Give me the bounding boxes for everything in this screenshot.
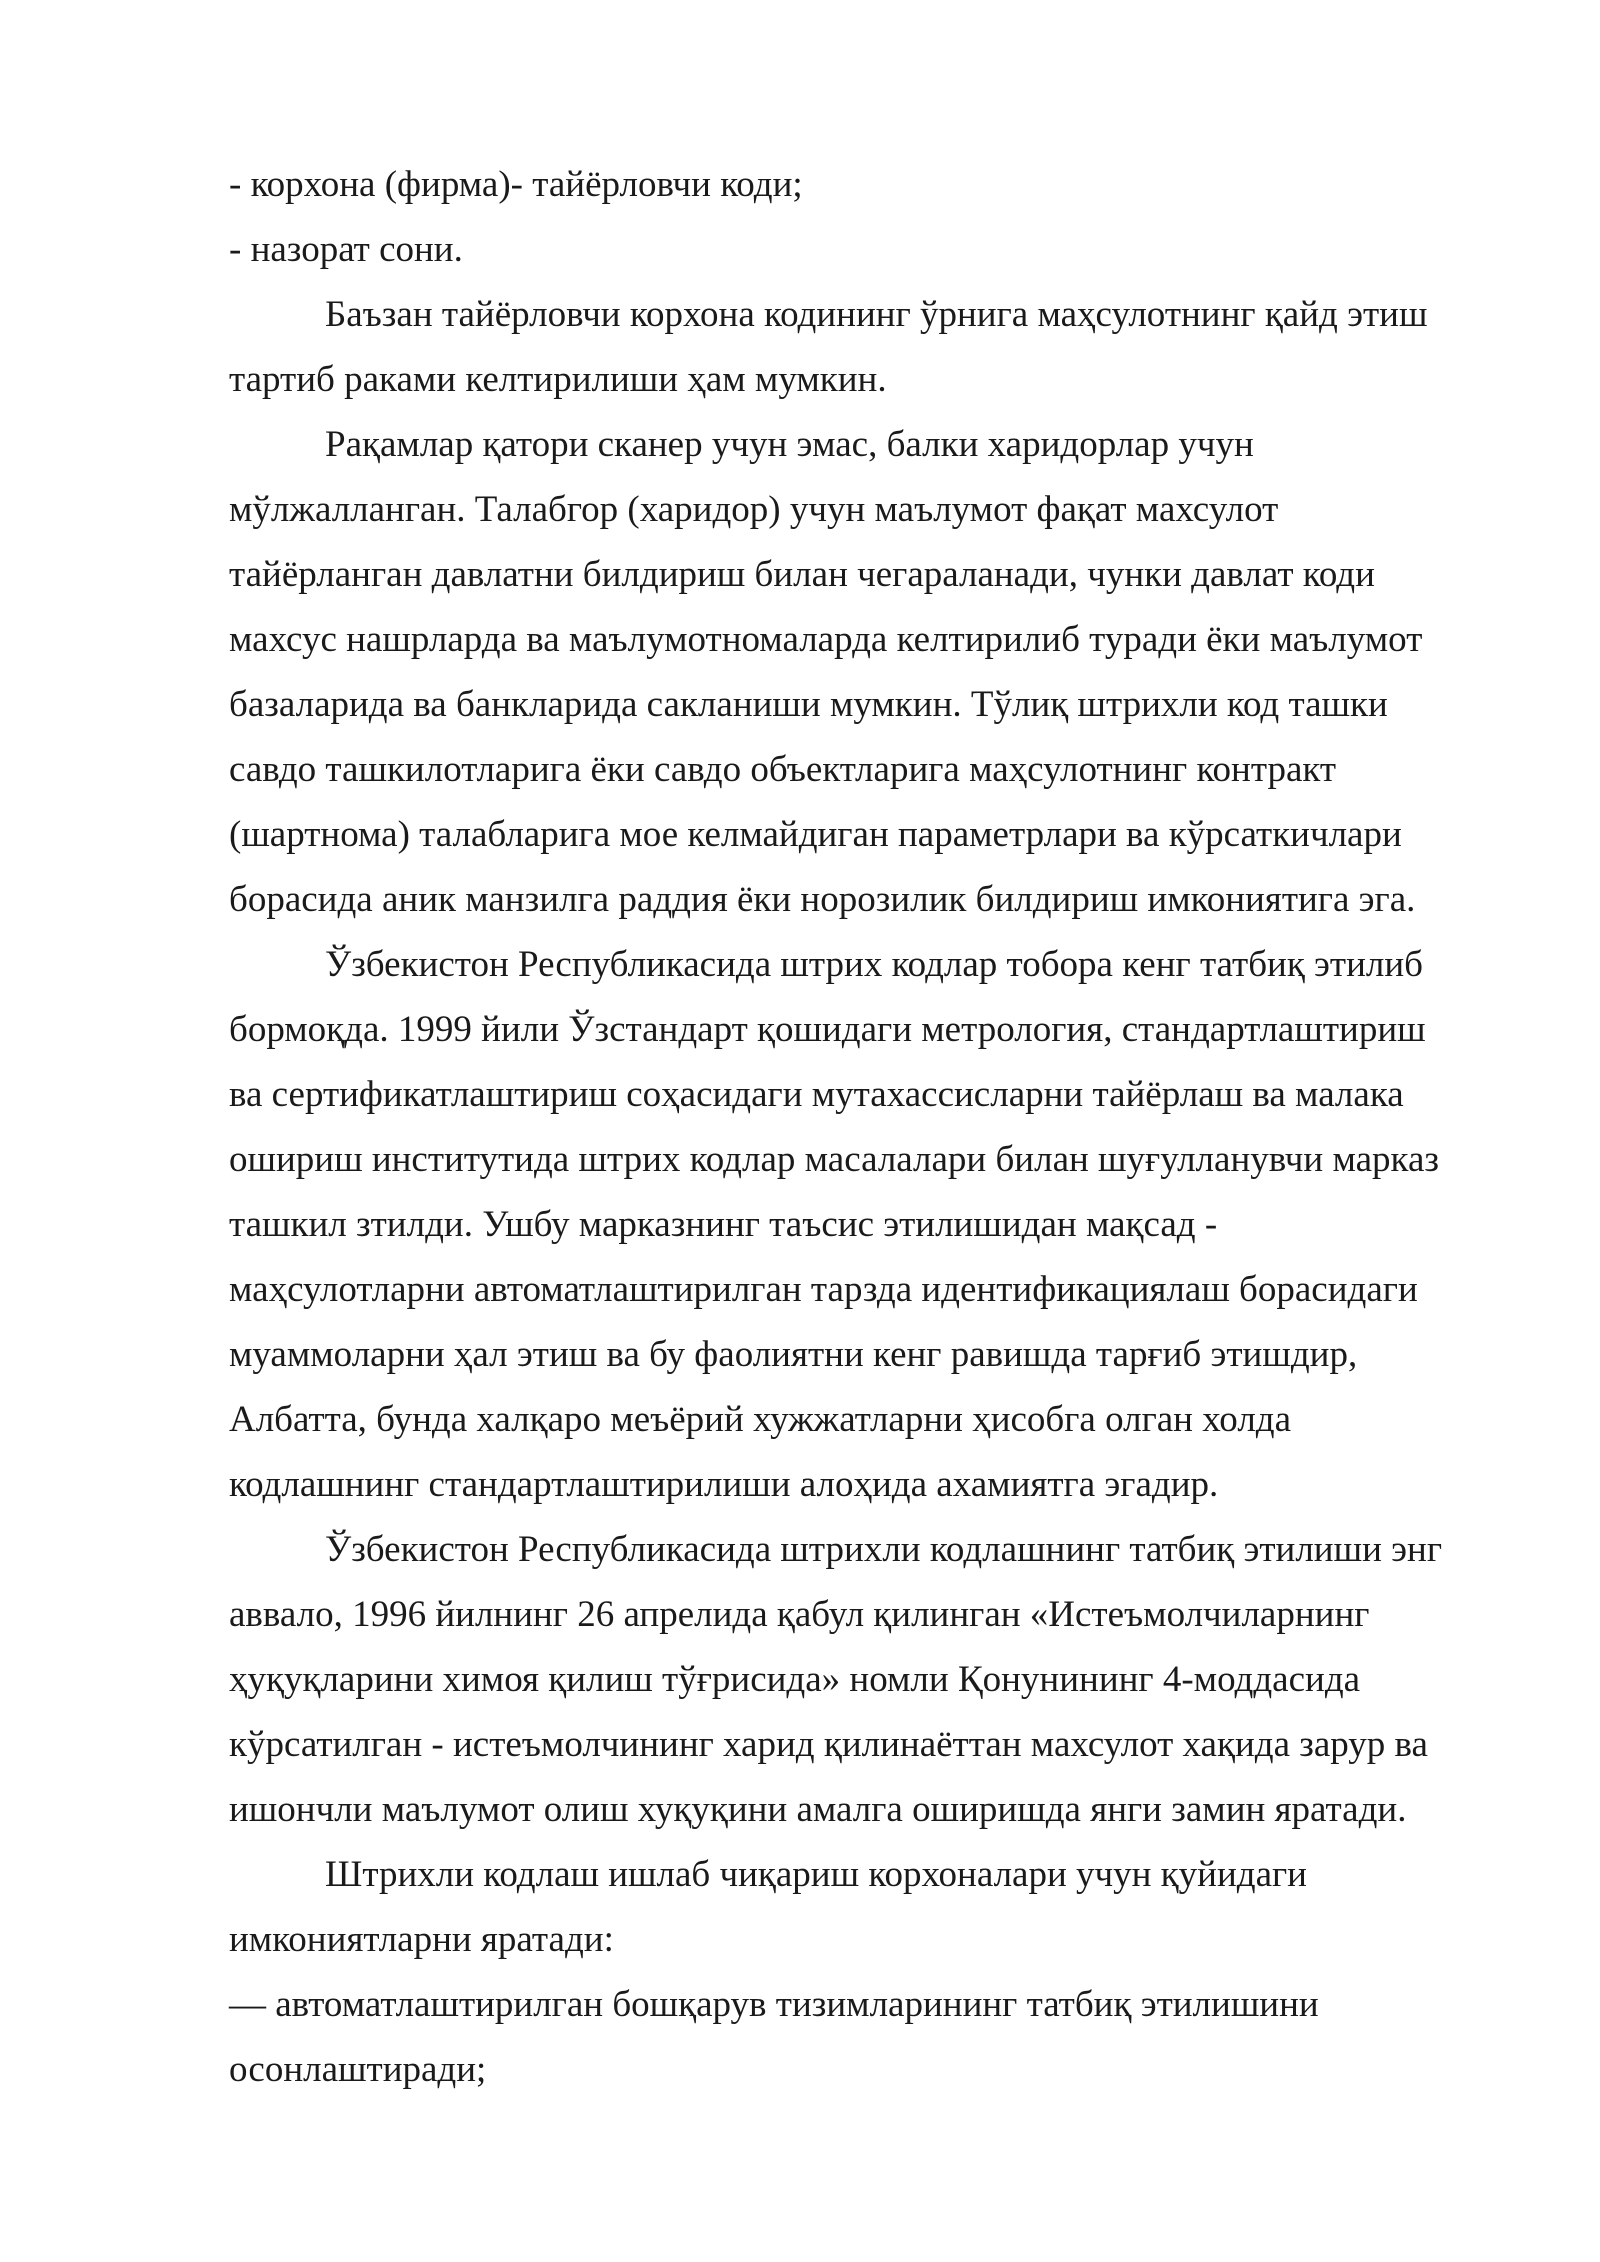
text-line: маҳсулотларни автоматлаштирилган тарзда идентификациялаш борасидаги	[229, 1269, 1418, 1310]
text-line: ишончли маълумот олиш хуқуқини амалга оширишда янги замин яратади.	[229, 1789, 1407, 1830]
paragraph-first-line: Баъзан тайёрловчи корхона кодининг ўрнига маҳсулотнинг қайд этиш	[325, 294, 1428, 335]
paragraph-first-line: Ўзбекистон Республикасида штрих кодлар тобора кенг татбиқ этилиб	[325, 944, 1423, 985]
text-line: борасида аник манзилга раддия ёки норозилик билдириш имкониятига эга.	[229, 879, 1416, 920]
text-line: аввало, 1996 йилнинг 26 апрелида қабул қилинган «Истеъмолчиларнинг	[229, 1594, 1370, 1635]
text-line: базаларида ва банкларида сакланиши мумкин. Тўлиқ штрихли код ташки	[229, 684, 1388, 725]
text-line: тартиб раками келтирилиши ҳам мумкин.	[229, 359, 887, 400]
text-line: имкониятларни яратади:	[229, 1919, 614, 1960]
document-body	[229, 152, 1479, 2102]
text-line: - корхона (фирма)- тайёрловчи коди;	[229, 164, 803, 205]
text-line: савдо ташкилотларига ёки савдо объектларига маҳсулотнинг контракт	[229, 749, 1337, 790]
text-line: муаммоларни ҳал этиш ва бу фаолиятни кенг равишда тарғиб этишдир,	[229, 1334, 1358, 1375]
text-line: осонлаштиради;	[229, 2049, 487, 2090]
text-line: мўлжалланган. Талабгор (харидор) учун маълумот фақат махсулот	[229, 489, 1279, 530]
text-line: ва сертификатлаштириш соҳасидаги мутахассисларни тайёрлаш ва малака	[229, 1074, 1404, 1115]
text-line: бормоқда. 1999 йили Ўзстандарт қошидаги метрология, стандартлаштириш	[229, 1009, 1426, 1050]
paragraph-first-line: Штрихли кодлаш ишлаб чиқариш корхоналари учун қуйидаги	[325, 1854, 1307, 1895]
text-line: Албатта, бунда халқаро меъёрий хужжатларни ҳисобга олган холда	[229, 1399, 1292, 1440]
paragraph-first-line: Рақамлар қатори сканер учун эмас, балки харидорлар учун	[325, 424, 1254, 465]
text-line: махсус нашрларда ва маълумотномаларда келтирилиб туради ёки маълумот	[229, 619, 1423, 660]
paragraph-first-line: Ўзбекистон Республикасида штрихли кодлашнинг татбиқ этилиши энг	[325, 1529, 1443, 1570]
text-line: кодлашнинг стандартлаштирилиши алоҳида ахамиятга эгадир.	[229, 1464, 1219, 1505]
text-line: - назорат сони.	[229, 229, 463, 270]
text-line: ошириш институтида штрих кодлар масалалари билан шуғулланувчи марказ	[229, 1139, 1439, 1180]
text-line: — автоматлаштирилган бошқарув тизимларининг татбиқ этилишини	[229, 1984, 1319, 2025]
text-line: (шартнома) талабларига мое келмайдиган параметрлари ва кўрсаткичлари	[229, 814, 1402, 855]
text-line: ҳуқуқларини химоя қилиш тўғрисида» номли Қонунининг 4-моддасида	[229, 1659, 1361, 1700]
text-line: тайёрланган давлатни билдириш билан чегараланади, чунки давлат коди	[229, 554, 1375, 595]
text-line: ташкил зтилди. Ушбу марказнинг таъсис этилишидан мақсад -	[229, 1204, 1218, 1245]
text-line: кўрсатилган - истеъмолчининг харид қилинаёттан махсулот хақида зарур ва	[229, 1724, 1428, 1765]
